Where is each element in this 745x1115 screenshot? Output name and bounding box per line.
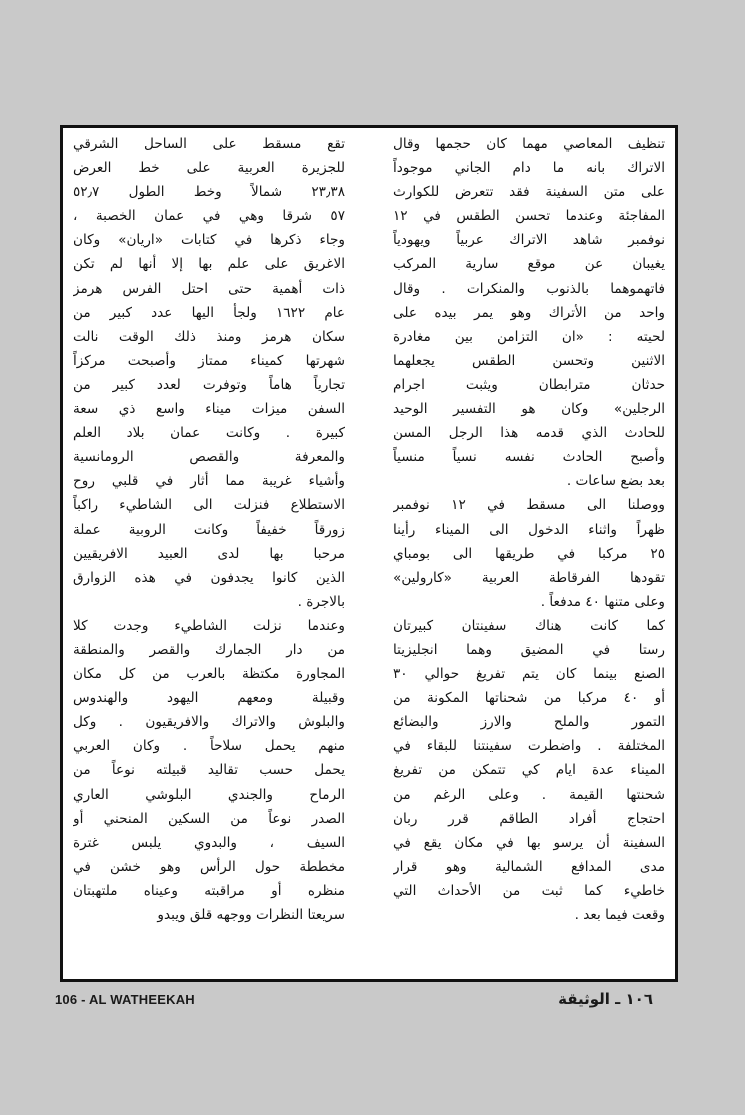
text-line: الاثنين وتحسن الطقس يجعلهما [393,352,665,369]
text-line: رستا في المضيق وهما انجليزيتا [393,641,665,658]
text-line: ٢٥ مركبا في طريقها الى بومباي [393,545,665,562]
text-line: شحنتها القيمة . وعلى الرغم من [393,786,665,803]
text-line: تنظيف المعاصي مهما كان حجمها وقال [393,136,665,152]
text-line: وعلى متنها ٤٠ مدفعاً . [540,593,665,610]
text-line: وقعت فيما بعد . [574,907,665,923]
text-line: تقودها الفرقاطة العربية «كارولين» [393,569,665,586]
text-line: الذين كانوا يجدفون في هذه الزوارق [73,569,345,586]
article-page [60,125,678,982]
right-column-paragraph [393,132,665,493]
text-line: الاتراك بانه ما دام الجاني موجوداً [393,160,665,177]
text-line: خاطيء كما ثبت من الأحداث التي [393,882,665,899]
text-line: مرحبا بها لدى العبيد الافريقيين [73,545,345,562]
text-line: احتجاج أفراد الطاقم قرر ربان [393,810,665,827]
text-line: شهرتها كميناء ممتاز وأصبحت مركزاً [73,352,345,369]
text-line: على متن السفينة فقد تتعرض للكوارث [393,184,665,201]
text-line: الاغريق على علم بها إلا أنها لم تكن [73,256,345,273]
text-line: حدثان مترابطان ويثبت اجرام [393,376,665,393]
right-column-paragraph [393,614,665,927]
text-line: سريعتا النظرات ووجهه قلق ويبدو [157,907,345,923]
text-line: ذات أهمية حتى احتل الفرس هرمز [73,280,345,297]
text-line: المجاورة مكتظة بالعرب من كل مكان [73,666,345,683]
text-line: مدى المدافع الشمالية وهو قرار [393,858,665,875]
text-line: وعندما نزلت الشاطيء وجدت كلا [73,617,345,634]
text-line: ٥٧ شرقا وهي في عمان الخصبة ، [73,208,345,225]
text-line: السيف ، والبدوي يلبس غترة [73,834,345,851]
text-line: نوفمبر شاهد الاتراك عربياً ويهودياً [393,232,665,249]
text-line: الاستطلاع فنزلت الى الشاطيء راكباً [73,497,345,514]
footer-page-label-arabic: ١٠٦ ـ الوثيقة [558,990,653,1008]
text-line: السفينة أن يرسو بها في مكان يقع في [393,834,665,851]
text-line: الرماح والجندي البلوشي العاري [73,786,345,803]
text-line: وأشياء غريبة مما أثار في قلبي روح [73,473,345,490]
text-line: مخططة حول الرأس وهو خشن في [73,858,345,875]
text-line: السفن ميزات ميناء واسع ذي سعة [73,401,345,418]
text-line: الميناء عدة ايام كي تتمكن من تفريغ [393,762,665,779]
text-line: والبلوش والاتراك والافريقيون . وكل [73,714,345,731]
text-line: وقبيلة ومعهم اليهود والهندوس [73,690,345,707]
footer-page-label-latin: 106 - AL WATHEEKAH [55,992,195,1007]
text-line: فاتهموهما بالذنوب والمنكرات . وقال [393,280,665,297]
text-line: من دار الجمارك والقصر والمنطقة [73,641,345,658]
text-line: ووصلنا الى مسقط في ١٢ نوفمبر [393,497,665,514]
text-line: تجارياً هاماً وتوفرت لعدد كبير من [73,376,345,393]
article-column-left [73,132,345,927]
left-column-paragraph [73,132,345,614]
left-column-paragraph [73,614,345,927]
text-line: للحادث الذي قدمه هذا الرجل المسن [393,425,665,442]
text-line: وأصبح الحادث نفسه نسياً منسياً [393,449,665,466]
text-line: والمعرفة والقصص الرومانسية [73,449,345,466]
text-line: زورقاً خفيفاً وكانت الروبية عملة [73,521,345,538]
text-line: أو ٤٠ مركبا من شحناتها المكونة من [393,690,665,707]
text-line: وجاء ذكرها في كتابات «اريان» وكان [73,232,345,249]
text-line: الصنع بينما كان يتم تفريغ حوالي ٣٠ [393,666,665,683]
text-line: يغيبان عن موقع سارية المركب [393,256,665,273]
text-line: منهم يحمل سلاحاً . وكان العربي [73,738,345,755]
article-column-right [393,132,665,927]
text-line: تقع مسقط على الساحل الشرقي [73,136,345,152]
text-line: منظره أو مراقبته وعيناه ملتهبتان [73,882,345,899]
text-line: بعد بضع ساعات . [566,473,665,490]
text-line: واحد من الأتراك وهو يمر بيده على [393,304,665,321]
right-column-paragraph [393,493,665,613]
text-line: يحمل حسب تقاليد قبيلته نوعاً من [73,762,345,779]
text-line: المفاجئة وعندما تحسن الطقس في ١٢ [393,208,665,225]
text-line: المختلفة . واضطرت سفينتنا للبقاء في [393,738,665,755]
text-line: لحيته : «ان التزامن بين مغادرة [393,328,665,345]
text-line: بالاجرة . [297,593,345,610]
text-line: كما كانت هناك سفينتان كبيرتان [393,617,665,634]
page-footer [0,990,745,1014]
text-line: الرجلين» وكان هو التفسير الوحيد [393,401,665,418]
text-line: التمور والملح والارز والبضائع [393,714,665,731]
text-line: سكان هرمز ومنذ ذلك الوقت نالت [73,328,345,345]
text-line: عام ١٦٢٢ ولجأ اليها عدد كبير من [73,304,345,321]
text-line: الصدر نوعاً من السكين المنحني أو [73,810,345,827]
text-line: ٢٣٫٣٨ شمالاً وخط الطول ٥٢٫٧ [73,184,345,201]
text-line: ظهراً واثناء الدخول الى الميناء رأينا [393,521,665,538]
text-line: كبيرة . وكانت عمان بلاد العلم [73,425,345,442]
text-line: للجزيرة العربية على خط العرض [73,160,345,177]
